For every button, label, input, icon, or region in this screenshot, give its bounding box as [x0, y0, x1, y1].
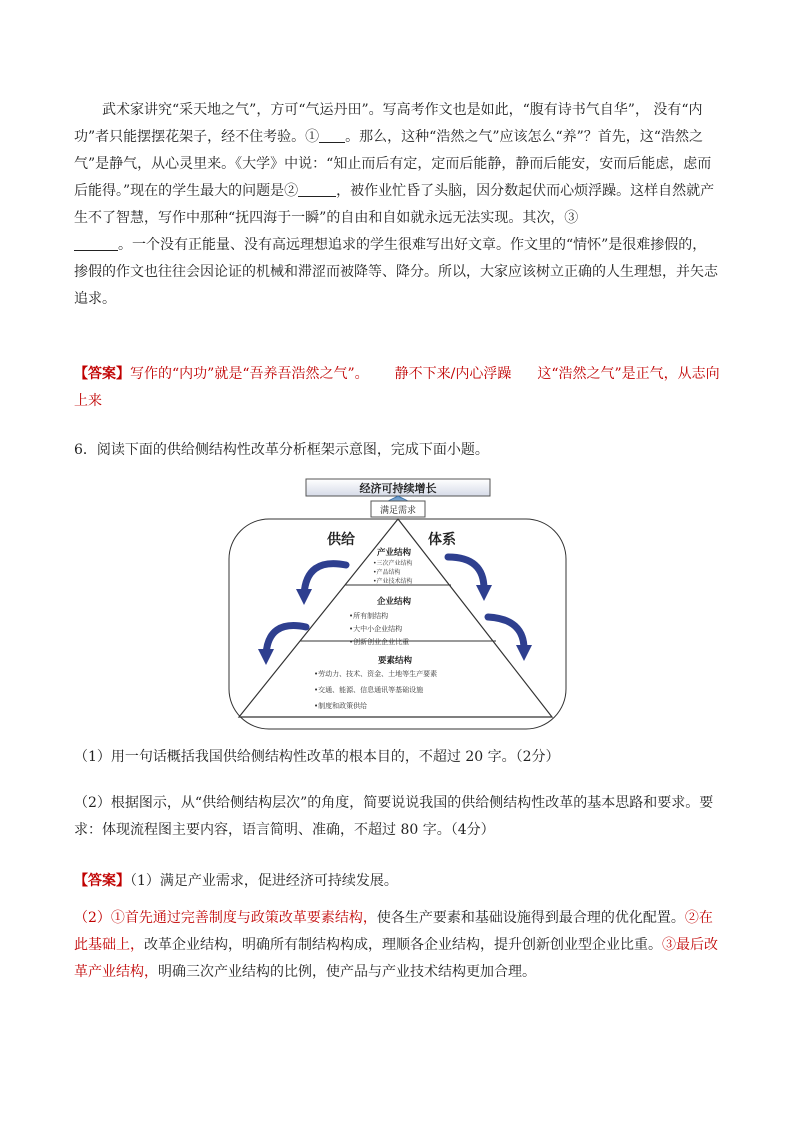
- tier1-item-1: •三次产业结构: [373, 560, 413, 567]
- tier2-item-3: •创新创业企业比重: [349, 638, 410, 646]
- tier3-item-1: •劳动力、技术、资金、土地等生产要素: [314, 670, 438, 678]
- answer-1b: 静不下来/内心浮躁: [394, 366, 512, 382]
- blank-3: [74, 236, 118, 251]
- tier3-item-3: •制度和政策供给: [314, 702, 368, 710]
- tier2-item-1: •所有制结构: [349, 612, 389, 620]
- demand-label: 满足需求: [379, 506, 417, 516]
- tier1-item-2: •产品结构: [373, 569, 401, 576]
- question-6-stem: 6．阅读下面的供给侧结构性改革分析框架示意图，完成下面小题。: [74, 442, 489, 458]
- answer-tag-2: 【答案】: [74, 873, 130, 889]
- answer-tag: 【答案】: [74, 366, 130, 382]
- system-word: 体系: [428, 532, 456, 548]
- question-6-part-2: （2）根据图示，从“供给侧结构层次”的角度，简要说说我国的供给侧结构性改革的基本思路和要求。要求：体现流程图主要内容，语言简明、准确，不超过 80 字。（4分）: [74, 795, 714, 838]
- passage-text-1: 武术家讲究“采天地之气”，方可“气运丹田”。写高考作文也是如此，“腹有诗书气自华”， 没有“内功”者只能摆摆花架子，经不住考验。①: [74, 102, 703, 145]
- answer-1a: 写作的“内功”就是“吾养吾浩然之气”。: [130, 366, 369, 382]
- tier3-title: 要素结构: [377, 656, 413, 666]
- answer-2-part-2: （2）①首先通过完善制度与政策改革要素结构，使各生产要素和基础设施得到最合理的优化配置。②在此基础上，改革企业结构，明确所有制结构构成，理顺各企业结构，提升创新创业型企业比重。③最后改革产业结构，明确三次产业结构的比例，使产品与产业技术结构更加合理。: [74, 910, 718, 980]
- supply-side-diagram: [226, 477, 570, 733]
- answer-step-1: ①首先通过完善制度与政策改革要素结构，: [110, 910, 377, 926]
- answer-step-3: ③最后改革产业结构，: [74, 937, 718, 980]
- passage-text-3: ，被作业忙昏了头脑，因分数起伏而心烦浮躁。这样自然就产生不了智慧，写作中那种“抚四海于一瞬”的自由和自如就永远无法实现。其次，③: [74, 183, 715, 226]
- tier3-item-2: •交通、能源、信息通讯等基础设施: [314, 686, 424, 694]
- answer-step-2: ②在此基础上，: [74, 910, 713, 953]
- tier2-title: 企业结构: [376, 597, 412, 607]
- tier1-title: 产业结构: [376, 548, 412, 558]
- supply-word: 供给: [327, 532, 355, 548]
- tier1-item-3: •产业技术结构: [373, 578, 413, 585]
- answer-block-2: [74, 868, 720, 895]
- reading-passage: [74, 97, 720, 313]
- blank-1: [319, 128, 345, 143]
- top-goal-text: 经济可持续增长: [359, 482, 437, 495]
- answer-block-1: [74, 361, 720, 415]
- passage-text-4: 。一个没有正能量、没有高远理想追求的学生很难写出好文章。作文里的“情怀”是很难掺假的，掺假的作文也往往会因论证的机械和滞涩而被降等、降分。所以，大家应该树立正确的人生理想，并矢志追求。: [74, 237, 718, 307]
- answer-1c: 这“浩然之气”是正气，从志向上来: [74, 366, 720, 409]
- question-6-part-1: （1）用一句话概括我国供给侧结构性改革的根本目的，不超过 20 字。（2分）: [74, 749, 560, 765]
- passage-text-2: 。那么，这种“浩然之气”应该怎么“养”？首先，这“浩然之气”是静气，从心灵里来。《大学》中说：“知止而后有定，定而后能静，静而后能安，安而后能虑，虑而后能得。”现在的学生最大的问题是②: [74, 129, 712, 199]
- tier2-item-2: •大中小企业结构: [349, 625, 403, 633]
- answer-2-part-1: （1）满足产业需求，促进经济可持续发展。: [130, 873, 398, 889]
- blank-2: [298, 182, 336, 197]
